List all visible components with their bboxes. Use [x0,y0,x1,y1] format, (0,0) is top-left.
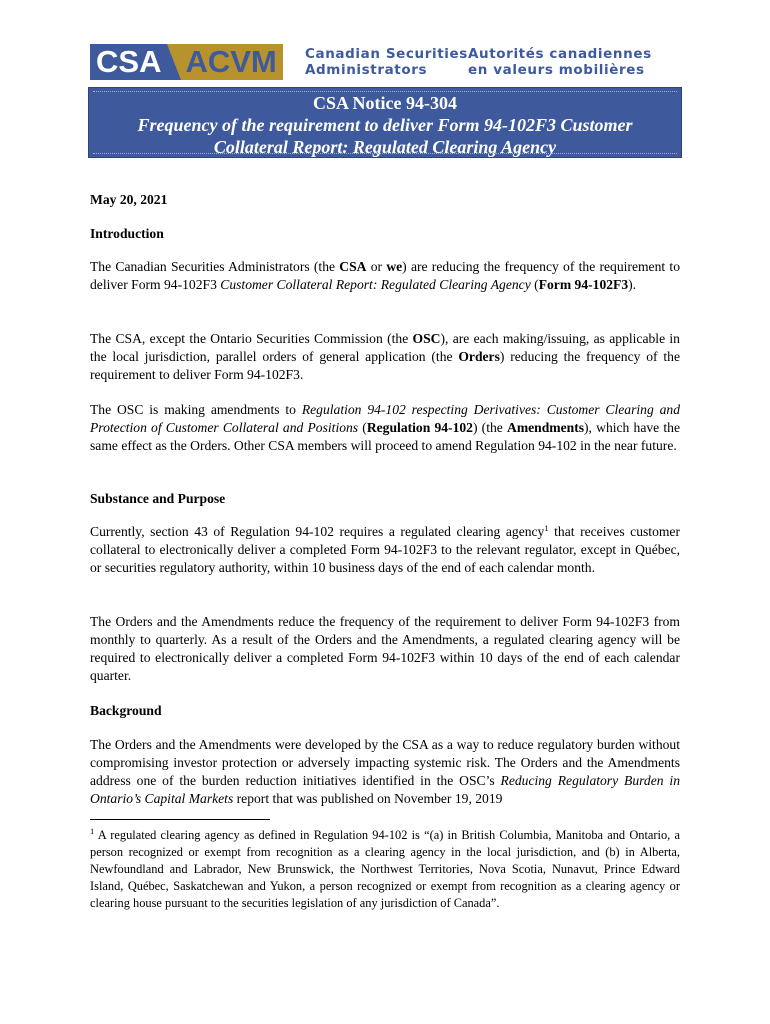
footnote-ref-1: 1 [544,523,549,533]
org-fr-line1: Autorités canadiennes [468,46,652,62]
logo-acvm-text: ACVM [181,44,282,80]
banner-bottom-rule [93,153,677,154]
notice-title-line1: Frequency of the requirement to deliver Form 94-102F3 Customer [137,115,633,135]
heading-introduction: Introduction [90,226,164,241]
footnote-text: A regulated clearing agency as defined in Regulation 94-102 is “(a) in British Columbia, Manitoba and Ontario, a person recognized or exempt from recognition as a clearing agency in the local jurisdiction, and (b) in Alberta, Newfoundland and Labrador, New Brunswick, the Northwest Territories, Nova Scotia, Nunavut, Prince Edward Island, Québec, Saskatchewan and Yukon, a person recognized or exempt from recognition as a clearing agency or clearing house pursuant to the securities legislation of any jurisdiction of Canada”. [90,828,680,910]
logo-csa-text: CSA [90,44,167,80]
notice-title-line2: Collateral Report: Regulated Clearing Agency [213,137,557,157]
intro-paragraph-1: The Canadian Securities Administrators (the CSA or we) are reducing the frequency of the requirement to deliver Form 94-102F3 Customer Collateral Report: Regulated Clearing Agency (Form 94-102F3). [90,259,680,292]
org-name-english [305,46,468,78]
org-fr-line2: en valeurs mobilières [468,62,645,78]
title-banner [88,87,682,158]
notice-title [89,114,681,158]
notice-date: May 20, 2021 [90,192,168,207]
org-en-line1: Canadian Securities [305,46,468,62]
logo-slash [167,44,181,80]
heading-background: Background [90,703,162,718]
substance-paragraph-2: The Orders and the Amendments reduce the frequency of the requirement to deliver Form 94-102F3 from monthly to quarterly. As a result of the Orders and the Amendments, a regulated clearing agency will be required to electronically deliver a completed Form 94-102F3 within 10 days of the end of each calendar quarter. [90,614,680,683]
footnote-number: 1 [90,826,95,836]
footnote-1 [90,827,680,912]
org-name-french [468,46,652,78]
footnote-separator [90,819,270,820]
background-paragraph-1: The Orders and the Amendments were developed by the CSA as a way to reduce regulatory burden without compromising investor protection or adversely impacting systemic risk. The Orders and the Amendments address one of the burden reduction initiatives identified in the OSC’s Reducing Regulatory Burden in Ontario’s Capital Markets report that was published on November 19, 2019 [90,737,680,806]
org-en-line2: Administrators [305,62,428,78]
csa-acvm-logo [90,44,283,80]
intro-paragraph-3: The OSC is making amendments to Regulation 94-102 respecting Derivatives: Customer Clearing and Protection of Customer Collateral and Positions (Regulation 94-102) (the Amendments), which have the same effect as the Orders. Other CSA members will proceed to amend Regulation 94-102 in the near future. [90,402,680,453]
notice-number: CSA Notice 94-304 [313,93,457,113]
heading-substance-purpose: Substance and Purpose [90,491,226,506]
substance-paragraph-1: Currently, section 43 of Regulation 94-102 requires a regulated clearing agency$^1$ that receives customer collateral to electronically deliver a completed Form 94-102F3 to the relevant regulator, except in Québec, or securities regulatory authority, within 10 business days of the end of each calendar month. [90,523,680,575]
intro-paragraph-2: The CSA, except the Ontario Securities Commission (the OSC), are each making/issuing, as applicable in the local jurisdiction, parallel orders of general application (the Orders) reducing the frequency of the requirement to deliver Form 94-102F3. [90,331,680,382]
